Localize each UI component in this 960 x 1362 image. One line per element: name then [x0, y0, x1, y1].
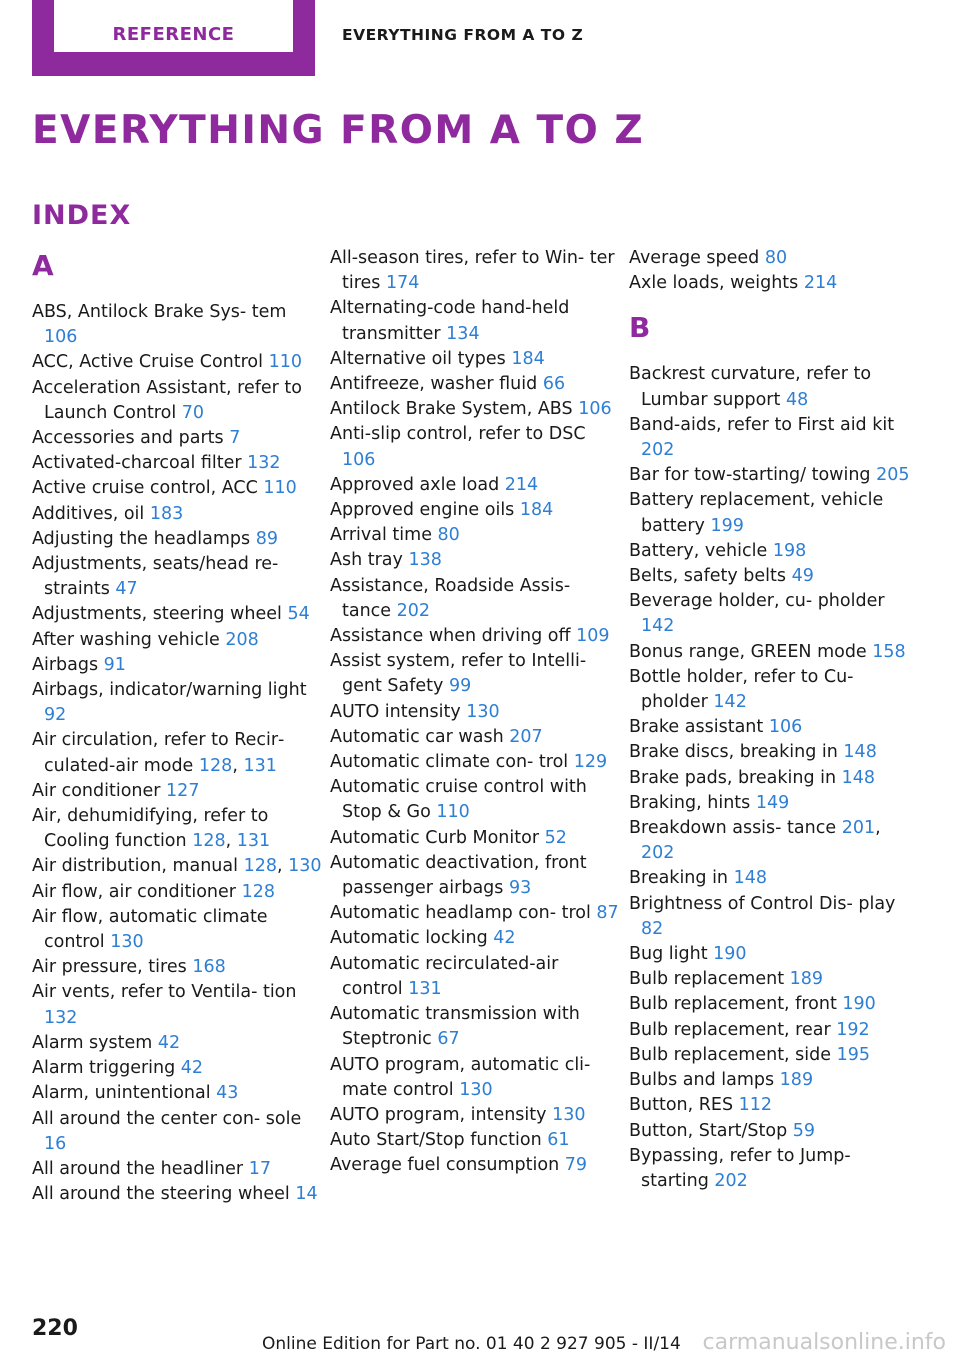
index-entry — [32, 779, 322, 804]
page-link[interactable]: 183 — [149, 503, 184, 524]
index-entry — [629, 1144, 919, 1194]
index-entry-term: Bug light — [629, 944, 708, 965]
edition-footer: Online Edition for Part no. 01 40 2 927 905 - II/14 — [262, 1334, 681, 1354]
index-entry — [330, 624, 620, 649]
page-link[interactable]: 99 — [448, 676, 472, 697]
index-entry — [330, 473, 620, 498]
index-entry-term: Automatic headlamp con‐ trol — [330, 903, 591, 924]
index-entry-term: Approved engine oils — [330, 500, 515, 521]
index-entry-term: Automatic Curb Monitor — [330, 827, 540, 848]
page-link[interactable]: 214 — [803, 273, 838, 294]
index-entry — [629, 1018, 919, 1043]
index-entry: Air, dehumidifying, refer to Cooling function 128, 131 — [32, 806, 271, 852]
index-entry — [32, 653, 322, 678]
index-entry — [32, 628, 322, 653]
index-letter-heading: B — [629, 311, 651, 345]
index-entry-term: Approved axle load — [330, 474, 500, 495]
index-entry: Air distribution, manual 128, 130 — [32, 856, 322, 877]
page-link[interactable]: 70 — [181, 402, 205, 423]
page-link[interactable]: 184 — [511, 348, 545, 369]
index-entry — [330, 901, 620, 926]
index-entry-term: Airbags — [32, 654, 99, 675]
page-link[interactable]: 128 — [241, 881, 275, 902]
index-entry — [629, 740, 919, 765]
page-link[interactable]: 49 — [791, 566, 814, 587]
page-link[interactable]: 168 — [192, 957, 226, 978]
page-link[interactable]: 106 — [578, 399, 612, 420]
index-entry — [629, 463, 919, 488]
index-column-3 — [629, 246, 919, 1194]
index-entry — [32, 678, 322, 728]
index-entry — [32, 527, 322, 552]
page-link[interactable]: 142 — [641, 616, 675, 637]
index-entry — [32, 1182, 322, 1207]
page-link[interactable]: 130 — [459, 1079, 493, 1100]
index-entry-term: Brake assistant — [629, 717, 764, 738]
index-entry-term: Button, RES — [629, 1095, 734, 1116]
index-entry-term: Ash tray — [330, 550, 403, 571]
index-entry-term: Bulbs and lamps — [629, 1070, 775, 1091]
index-entry-term: AUTO intensity — [330, 701, 461, 722]
index-entry — [629, 892, 919, 942]
index-entry-term: Airbags, indicator/warning light — [32, 680, 307, 701]
index-entry-term: Anti-slip control, refer to DSC — [330, 424, 586, 445]
index-entry — [629, 246, 919, 271]
page-link[interactable]: 131 — [236, 831, 271, 852]
index-entry — [32, 880, 322, 905]
index-entry-term: Bypassing, refer to Jump- starting — [629, 1145, 851, 1191]
index-entry — [629, 488, 919, 538]
page-link[interactable]: 106 — [44, 327, 78, 348]
index-entry-term: Automatic car wash — [330, 726, 504, 747]
page-link[interactable]: 110 — [436, 802, 470, 823]
page-link[interactable]: 128 — [243, 856, 277, 877]
index-entry — [32, 300, 322, 350]
page-link[interactable]: 202 — [641, 843, 675, 864]
watermark: carmanualsonline.info — [702, 1330, 946, 1355]
header-tabbar — [32, 0, 960, 76]
index-entry-term: Air pressure, tires — [32, 957, 187, 978]
index-entry-term: Air vents, refer to Ventila‐ tion — [32, 982, 297, 1003]
page-link[interactable]: 16 — [44, 1133, 67, 1154]
page-link[interactable]: 87 — [596, 903, 619, 924]
index-entry — [629, 1043, 919, 1068]
page-link[interactable]: 130 — [552, 1104, 586, 1125]
index-entry — [629, 1119, 919, 1144]
index-entry-term: Air circulation, refer to Recir‐ culated-air mode — [32, 730, 285, 776]
page-link[interactable]: 128 — [198, 755, 233, 776]
index-entry-term: Bulb replacement, rear — [629, 1019, 831, 1040]
page-link[interactable]: 48 — [785, 389, 809, 410]
index-entry — [330, 498, 620, 523]
index-entry — [32, 426, 322, 451]
page-link[interactable]: 80 — [437, 525, 460, 546]
index-entry-term: Antilock Brake System, ABS — [330, 399, 573, 420]
page-link[interactable]: 80 — [764, 248, 788, 268]
page-link[interactable]: 158 — [872, 641, 906, 662]
index-entry-term: Air flow, automatic climate control — [32, 906, 268, 953]
index-entry-term: Bulb replacement, side — [629, 1044, 832, 1065]
index-entry — [330, 1128, 620, 1153]
index-entry — [32, 602, 322, 627]
page-link[interactable]: 132 — [247, 453, 281, 474]
index-entry-term: Bar for tow-starting/ towing — [629, 465, 871, 486]
index-entry — [629, 942, 919, 967]
index-entry-term: Adjustments, seats/head re‐ straints — [32, 554, 279, 600]
page-link[interactable]: 214 — [504, 474, 539, 495]
index-column-2 — [330, 246, 620, 1179]
index-entry — [629, 766, 919, 791]
index-entry-term: Beverage holder, cu‐ pholder — [629, 591, 885, 612]
index-entry — [330, 397, 620, 422]
index-entry — [330, 372, 620, 397]
page-link[interactable]: 109 — [576, 626, 610, 647]
index-entry-term: Assist system, refer to Intelli‐ gent Safety — [330, 651, 587, 697]
index-entry — [32, 502, 322, 527]
page-link[interactable]: 198 — [772, 540, 807, 561]
index-entry-term: Braking, hints — [629, 792, 751, 813]
index-entry — [330, 1002, 620, 1052]
index-entry — [629, 362, 919, 412]
index-entry — [330, 649, 620, 699]
page-link[interactable]: 14 — [295, 1184, 318, 1205]
index-entry-term: ACC, Active Cruise Control — [32, 352, 263, 373]
page-link[interactable]: 67 — [437, 1029, 460, 1050]
tab-reference-inner — [54, 0, 293, 52]
index-entry — [629, 665, 919, 715]
index-entry-term: Automatic climate con‐ trol — [330, 752, 569, 773]
page-link[interactable]: 148 — [843, 742, 877, 763]
index-entry — [330, 826, 620, 851]
index-entry-term: Air conditioner — [32, 780, 161, 801]
index-entry-term: Breakdown assis‐ tance — [629, 818, 837, 839]
page-link[interactable]: 130 — [288, 856, 322, 877]
index-entry — [330, 700, 620, 725]
index-entry-term: Automatic deactivation, front passenger airbags — [330, 852, 587, 899]
index-entry — [32, 451, 322, 476]
index-entry: Breakdown assis‐ tance 201, 202 — [629, 818, 881, 864]
page-link[interactable]: 131 — [243, 755, 277, 776]
index-entry — [629, 992, 919, 1017]
page-link[interactable]: 202 — [396, 600, 431, 621]
page-link[interactable]: 92 — [44, 705, 67, 726]
page-link[interactable]: 66 — [542, 374, 566, 395]
page-link[interactable]: 59 — [792, 1120, 816, 1141]
page-link[interactable]: 142 — [713, 692, 747, 713]
index-entry-term: Axle loads, weights — [629, 273, 799, 294]
page-link[interactable]: 207 — [509, 726, 543, 747]
index-entry — [330, 422, 620, 472]
page-link[interactable]: 89 — [255, 528, 279, 549]
index-entry — [629, 589, 919, 639]
page-link[interactable]: 148 — [841, 767, 876, 788]
page-link[interactable]: 112 — [738, 1095, 773, 1116]
index-entry-term: All around the steering wheel — [32, 1184, 290, 1205]
index-entry-term: Alarm triggering — [32, 1058, 176, 1079]
index-entry — [629, 967, 919, 992]
index-entry-term: All-season tires, refer to Win‐ ter tires — [330, 248, 615, 294]
index-entry-term: Brake pads, breaking in — [629, 767, 837, 788]
index-entry — [32, 980, 322, 1030]
page-link[interactable]: 202 — [714, 1170, 748, 1191]
index-entry-term: Automatic transmission with Steptronic — [330, 1004, 580, 1050]
index-entry — [32, 1031, 322, 1056]
index-entry — [330, 296, 620, 346]
page-link[interactable]: 190 — [842, 994, 876, 1015]
index-entry-term: Bulb replacement — [629, 969, 785, 990]
page-link[interactable]: 43 — [216, 1083, 239, 1104]
index-entry-term: All around the headliner — [32, 1158, 244, 1179]
index-entry-term: Battery replacement, vehicle battery — [629, 490, 884, 536]
index-entry-term: Air, dehumidifying, refer to Cooling function — [32, 806, 269, 852]
page-link[interactable]: 106 — [342, 449, 376, 470]
index-entry — [330, 523, 620, 548]
page-link[interactable]: 130 — [466, 701, 500, 722]
index-entry-term: Bulb replacement, front — [629, 994, 837, 1015]
index-entry — [32, 1056, 322, 1081]
index-entry-term: Air distribution, manual — [32, 856, 238, 877]
page-link[interactable]: 54 — [287, 604, 310, 625]
index-entry-term: Bonus range, GREEN mode — [629, 641, 867, 662]
index-entry — [629, 715, 919, 740]
index-entry-term: Average fuel consumption — [330, 1155, 560, 1176]
index-entry-term: Belts, safety belts — [629, 566, 787, 587]
page-link[interactable]: 192 — [836, 1019, 870, 1040]
index-entry — [330, 1153, 620, 1178]
index-entry-term: Alarm system — [32, 1032, 153, 1053]
page-link[interactable]: 205 — [876, 465, 910, 486]
page-link[interactable]: 110 — [268, 352, 302, 373]
page-link[interactable]: 208 — [225, 629, 259, 650]
index-entry-term: AUTO program, intensity — [330, 1104, 547, 1125]
page-link[interactable]: 130 — [110, 932, 144, 953]
page-link[interactable]: 189 — [779, 1070, 814, 1091]
page-link[interactable]: 199 — [710, 515, 744, 536]
page-link[interactable]: 106 — [768, 717, 803, 738]
page-link[interactable]: 149 — [755, 792, 790, 813]
index-entry-term: Activated-charcoal filter — [32, 453, 242, 474]
index-entry — [330, 775, 620, 825]
index-entry-term: Backrest curvature, refer to Lumbar support — [629, 364, 872, 410]
index-entry-term: Alternative oil types — [330, 348, 506, 369]
index-entry-term: Bottle holder, refer to Cu‐ pholder — [629, 666, 854, 713]
index-entry — [330, 1053, 620, 1103]
page-link[interactable]: 127 — [166, 780, 200, 801]
index-entry — [330, 246, 620, 296]
index-entry — [32, 350, 322, 375]
index-entry-term: Brake discs, breaking in — [629, 742, 838, 763]
index-entry-term: Battery, vehicle — [629, 540, 768, 561]
page-link[interactable]: 52 — [544, 827, 567, 848]
page-link[interactable]: 128 — [192, 831, 226, 852]
index-entry-term: ABS, Antilock Brake Sys‐ tem — [32, 302, 287, 322]
page-link[interactable]: 129 — [573, 752, 608, 773]
page-link[interactable]: 7 — [229, 428, 241, 449]
page-link[interactable]: 202 — [641, 440, 675, 461]
index-entry-term: All around the center con‐ sole — [32, 1108, 302, 1129]
tab-reference[interactable] — [32, 0, 315, 76]
page-link[interactable]: 148 — [733, 868, 768, 889]
page-link[interactable]: 91 — [103, 654, 126, 675]
index-entry-term: Additives, oil — [32, 503, 145, 524]
index-entry — [629, 791, 919, 816]
index-entry-term: Auto Start/Stop function — [330, 1130, 542, 1151]
index-entry — [330, 926, 620, 951]
index-entry-term: Assistance when driving off — [330, 626, 571, 647]
index-entry — [629, 564, 919, 589]
index-entry-term: Automatic recirculated-air control — [330, 953, 559, 999]
index-entry-term: Average speed — [629, 248, 760, 268]
index-entry — [629, 413, 919, 463]
index-entry — [330, 1103, 620, 1128]
index-entry-term: Alternating-code hand-held transmitter — [330, 298, 570, 344]
index-entry-term: AUTO program, automatic cli‐ mate control — [330, 1054, 591, 1100]
index-entry-term: Accessories and parts — [32, 428, 224, 449]
page-link[interactable]: 190 — [713, 944, 747, 965]
index-entry-term: Automatic cruise control with Stop & Go — [330, 777, 587, 823]
index-entry — [330, 347, 620, 372]
index-entry — [32, 552, 322, 602]
page-link[interactable]: 174 — [386, 273, 420, 294]
index-entry — [32, 1081, 322, 1106]
index-entry: Air circulation, refer to Recir‐ culated-air mode 128, 131 — [32, 730, 285, 776]
index-entry-term: Brightness of Control Dis‐ play — [629, 893, 896, 914]
page-link[interactable]: 110 — [263, 478, 297, 499]
index-entry — [629, 640, 919, 665]
index-entry-term: Arrival time — [330, 525, 432, 546]
page-link[interactable]: 134 — [446, 323, 480, 344]
index-entry — [629, 539, 919, 564]
index-entry — [629, 1068, 919, 1093]
index-entry-term: Antifreeze, washer fluid — [330, 374, 538, 395]
index-entry-term: Band-aids, refer to First aid kit — [629, 414, 895, 435]
index-entry — [330, 952, 620, 1002]
index-entry-term: Air flow, air conditioner — [32, 881, 236, 902]
index-entry — [32, 905, 322, 955]
page-link[interactable]: 42 — [180, 1058, 204, 1079]
index-entry-term: Active cruise control, ACC — [32, 478, 258, 499]
index-entry — [330, 574, 620, 624]
section-title: INDEX — [32, 200, 132, 231]
tab-current-section: EVERYTHING FROM A TO Z — [342, 26, 584, 44]
index-entry — [330, 725, 620, 750]
index-column-1 — [32, 246, 322, 1207]
index-entry-term: Acceleration Assistant, refer to Launch Control — [32, 377, 302, 423]
index-entry — [629, 271, 919, 296]
index-entry — [32, 955, 322, 980]
tab-reference-label: REFERENCE — [112, 24, 235, 45]
page-link[interactable]: 132 — [44, 1007, 78, 1028]
page-link[interactable]: 82 — [641, 918, 664, 939]
index-entry-term: Breaking in — [629, 868, 729, 889]
page-link[interactable]: 138 — [408, 550, 442, 571]
page-link[interactable]: 131 — [408, 978, 442, 999]
index-entry — [32, 1107, 322, 1157]
page-number: 220 — [32, 1316, 78, 1341]
page-link[interactable]: 42 — [493, 928, 516, 949]
index-entry — [32, 1157, 322, 1182]
index-entry — [330, 548, 620, 573]
index-entry-term: After washing vehicle — [32, 629, 220, 650]
page-link[interactable]: 79 — [564, 1155, 588, 1176]
index-entry-term: Automatic locking — [330, 928, 488, 949]
index-entry — [629, 1093, 919, 1118]
index-entry-term: Button, Start/Stop — [629, 1120, 788, 1141]
index-entry — [629, 866, 919, 891]
page-link[interactable]: 93 — [508, 878, 532, 899]
page-link[interactable]: 201 — [841, 818, 876, 839]
page-link[interactable]: 189 — [789, 969, 824, 990]
index-entry-term: Assistance, Roadside Assis‐ tance — [330, 575, 571, 621]
index-entry — [330, 750, 620, 775]
index-entry — [32, 476, 322, 501]
page-title: EVERYTHING FROM A TO Z — [32, 108, 645, 153]
page-link[interactable]: 42 — [157, 1032, 181, 1053]
page-link[interactable]: 17 — [248, 1158, 271, 1179]
index-entry-term: Adjusting the headlamps — [32, 528, 251, 549]
page-link[interactable]: 184 — [519, 500, 554, 521]
page-link[interactable]: 195 — [836, 1044, 871, 1065]
page-link[interactable]: 47 — [115, 579, 138, 600]
index-entry-term: Adjustments, steering wheel — [32, 604, 282, 625]
index-entry — [32, 376, 322, 426]
index-letter-heading: A — [32, 249, 54, 282]
index-entry — [330, 851, 620, 901]
index-entry-term: Alarm, unintentional — [32, 1083, 211, 1104]
page-link[interactable]: 61 — [547, 1130, 570, 1151]
